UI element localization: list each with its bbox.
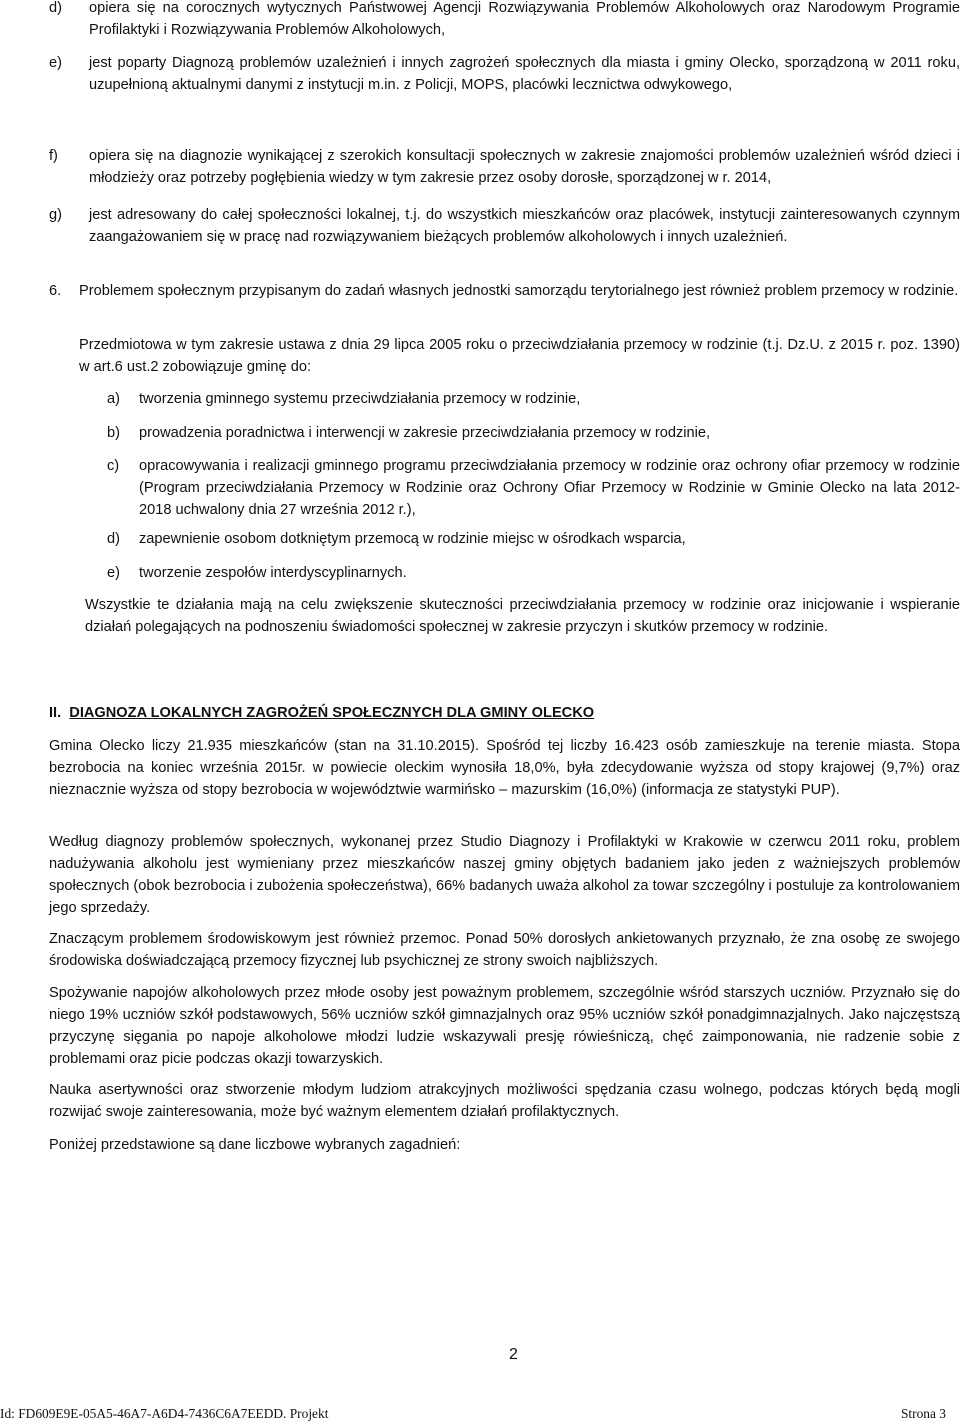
section-heading (49, 702, 960, 724)
list-text: zapewnienie osobom dotkniętym przemocą w rodzinie miejsc w ośrodkach wsparcia, (139, 531, 686, 547)
point-6-subtext: Przedmiotowa w tym zakresie ustawa z dnia 29 lipca 2005 roku o przeciwdziałania przemocy w rodzinie (t.j. Dz.U. z 2015 r. poz. 1390) w art.6 ust.2 zobowiązuje gminę do: (79, 337, 960, 375)
section-title: DIAGNOZA LOKALNYCH ZAGROŻEŃ SPOŁECZNYCH DLA GMINY OLECKO (69, 705, 595, 721)
paragraph-violence: Znaczącym problemem środowiskowym jest również przemoc. Ponad 50% dorosłych ankietowanych przyznało, że zna osobę ze swojego środowiska doświadczającą przemocy fizycznej lub psychicznej ze strony swoich najbliższych. (49, 931, 960, 969)
paragraph-youth-alcohol: Spożywanie napojów alkoholowych przez młode osoby jest poważnym problemem, szczególnie wśród starszych uczniów. Przyznało się do niego 19% uczniów szkół podstawowych, 56% uczniów szkół gimnazjalnych oraz 95% uczniów szkół ponadgimnazjalnych. Jako najczęstszą przyczynę sięgania po napoje alkoholowe młodzi ludzie wskazywali presję rówieśniczą, chęć zaimponowania, nie radzenie sobie z problemami oraz picie podczas okazji towarzyskich. (49, 985, 960, 1067)
list-text: opiera się na diagnozie wynikającej z szerokich konsultacji społecznych w zakresie znajomości problemów uzależnień wśród dzieci i młodzieży oraz potrzeby pogłębienia wiedzy w tym zakresie przez osoby dorosłe, sporządzonej w r. 2014, (89, 148, 960, 186)
paragraph-population: Gmina Olecko liczy 21.935 mieszkańców (stan na 31.10.2015). Spośród tej liczby 16.423 osób zamieszkuje na terenie miasta. Stopa bezrobocia na koniec września 2015r. w powiecie oleckim wynosiła 18,0%, była zdecydowanie wyższa od stopy krajowej (9,7%) oraz nieznacznie wyższa od stopy bezrobocia w województwie warmińsko – mazurskim (16,0%) (informacja ze statystyki PUP). (49, 738, 960, 798)
list-label: c) (107, 458, 120, 474)
list-label: f) (49, 148, 58, 164)
list-text: prowadzenia poradnictwa i interwencji w zakresie przeciwdziałania przemocy w rodzinie, (139, 425, 711, 441)
list-text: tworzenia gminnego systemu przeciwdziałania przemocy w rodzinie, (139, 391, 581, 407)
list-label: b) (107, 425, 120, 441)
list-text: jest adresowany do całej społeczności lokalnej, t.j. do wszystkich mieszkańców oraz placówek, instytucji zainteresowanych czynnym zaangażowaniem się w pracę nad rozwiązywaniem bieżących problemów alkoholowych i innych uzależnień. (89, 207, 960, 245)
list-label: e) (49, 55, 62, 71)
paragraph-assertiveness: Nauka asertywności oraz stworzenie młodym ludziom atrakcyjnych możliwości spędzania czasu wolnego, podczas których będą mogli rozwijać swoje zainteresowania, może być ważnym elementem działań profilaktycznych. (49, 1082, 960, 1120)
footer-page-label: Strona 3 (900, 1406, 946, 1421)
list-label: e) (107, 565, 120, 581)
point-6-closing: Wszystkie te działania mają na celu zwiększenie skuteczności przeciwdziałania przemocy w rodzinie oraz inicjowanie i wspieranie działań polegających na podnoszeniu świadomości społecznej w zakresie przyczyn i skutków przemocy w rodzinie. (85, 597, 960, 635)
list-label: d) (107, 531, 120, 547)
paragraph-data-intro: Poniżej przedstawione są dane liczbowe wybranych zagadnień: (49, 1137, 461, 1153)
point-text: Problemem społecznym przypisanym do zadań własnych jednostki samorządu terytorialnego jest również problem przemocy w rodzinie. (79, 283, 959, 299)
point-number: 6. (49, 283, 62, 299)
list-item-f (49, 145, 959, 211)
list-item-e (49, 52, 959, 118)
page-number: 2 (509, 1346, 518, 1363)
list-text: opiera się na corocznych wytycznych Państwowej Agencji Rozwiązywania Problemów Alkoholowych oraz Narodowym Programie Profilaktyki i Rozwiązywania Problemów Alkoholowych, (89, 0, 960, 38)
list-text: opracowywania i realizacji gminnego programu przeciwdziałania przemocy w rodzinie oraz ochrony ofiar przemocy w rodzinie (Program przeciwdziałania Przemocy w Rodzinie oraz Ochrony Ofiar Przemocy w Rodzinie w Gminie Olecko na lata 2012-2018 uchwalony dnia 27 września 2012 r.), (139, 458, 960, 518)
list-text: tworzenie zespołów interdyscyplinarnych. (139, 565, 407, 581)
list-text: jest poparty Diagnozą problemów uzależnień i innych zagrożeń społecznych dla miasta i gminy Olecko, sporządzoną w 2011 roku, uzupełnioną aktualnymi danymi z instytucji m.in. z Policji, MOPS, placówki lecznictwa odwykowego, (89, 55, 960, 93)
paragraph-diagnosis: Według diagnozy problemów społecznych, wykonanej przez Studio Diagnozy i Profilaktyki w Krakowie w czerwcu 2011 roku, problem nadużywania alkoholu jest wymieniany przez mieszkańców naszej gminy objętych badaniem jako jeden z ważniejszych problemów społecznych (obok bezrobocia i zubożenia społeczeństwa), 66% badanych uważa alkohol za towar szczególny i postuluje za kontrolowaniem jego sprzedaży. (49, 834, 960, 916)
point-6 (49, 280, 959, 326)
list-item-g (49, 204, 959, 270)
list-item-d (49, 0, 959, 43)
section-number: II. (49, 705, 62, 721)
list-label: g) (49, 207, 62, 223)
list-label: a) (107, 391, 120, 407)
list-label: d) (49, 0, 62, 16)
footer-id: Id: FD609E9E-05A5-46A7-A6D4-7436C6A7EEDD. Projekt (0, 1406, 329, 1421)
